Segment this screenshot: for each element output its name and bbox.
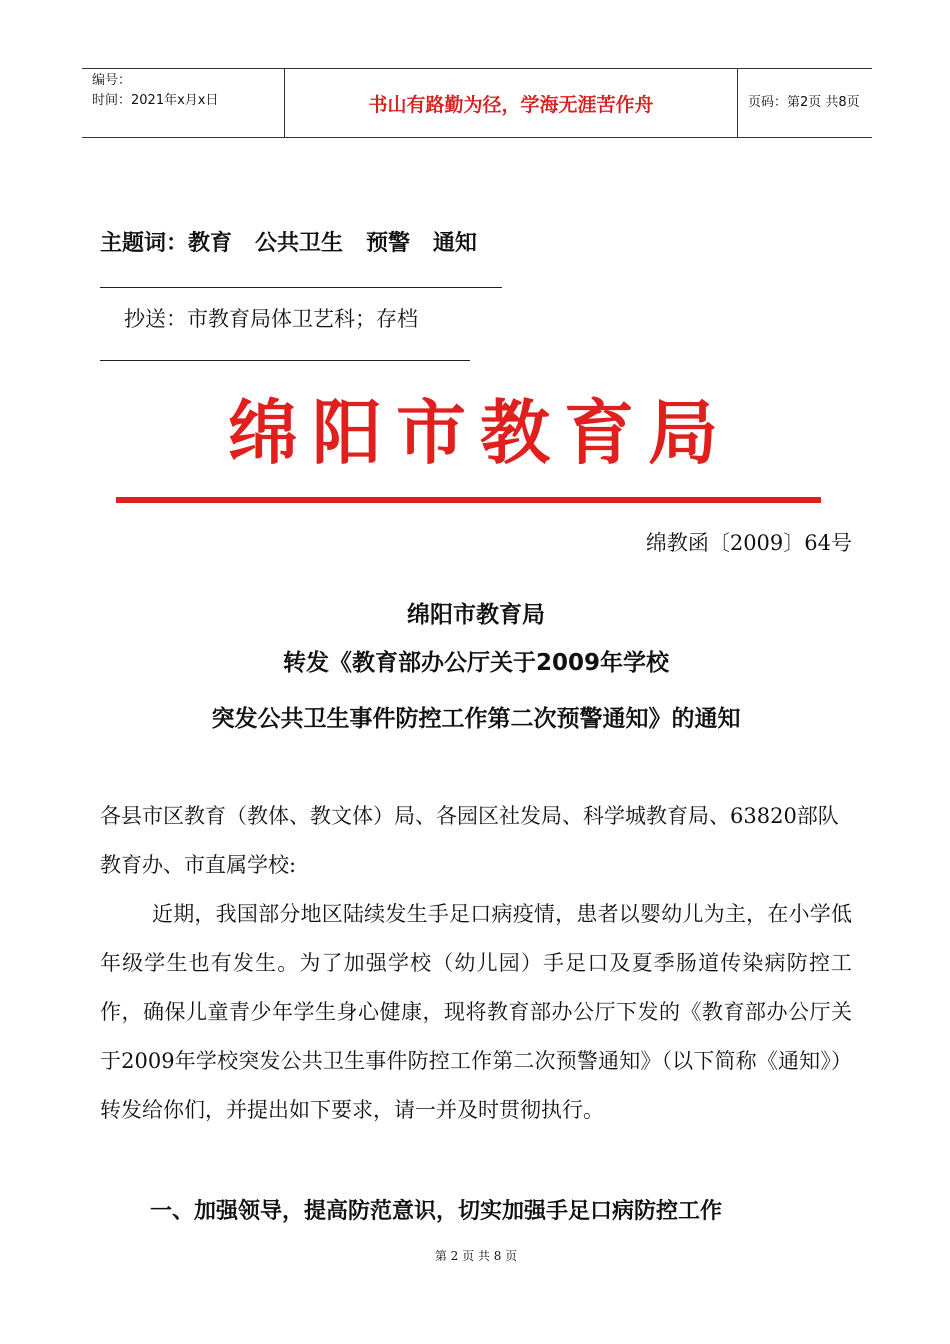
page-footer: 第 2 页 共 8 页	[434, 1249, 518, 1263]
title-line-3: 突发公共卫生事件防控工作第二次预警通知》的通知	[211, 706, 741, 732]
cc-line: 抄送：市教育局体卫艺科；存档	[124, 307, 418, 331]
title-line-1: 绵阳市教育局	[407, 602, 545, 628]
header-table	[82, 68, 872, 138]
header-page-indicator: 页码：第2页 共8页	[748, 95, 860, 110]
cc-divider	[100, 360, 470, 361]
section-heading-1: 一、加强领导，提高防范意识，切实加强手足口病防控工作	[150, 1199, 723, 1224]
letterhead-red-rule	[116, 497, 821, 503]
title-line-2: 转发《教育部办公厅关于2009年学校	[282, 650, 669, 676]
document-number: 绵教函〔2009〕64号	[645, 531, 852, 555]
subject-keywords: 主题词：教育 公共卫生 预警 通知	[100, 231, 477, 256]
agency-letterhead: 绵阳市教育局	[228, 392, 732, 474]
header-right-cell	[736, 69, 872, 137]
body-paragraph: 近期，我国部分地区陆续发生手足口病疫情，患者以婴幼儿为主，在小学低年级学生也有发生。为了加强学校（幼儿园）手足口及夏季肠道传染病防控工作，确保儿童青少年学生身心健康，现将教育部办公厅下发的《教育部办公厅关于2009年学校突发公共卫生事件防控工作第二次预警通知》（以下简称《通知》）转发给你们，并提出如下要求，请一并及时贯彻执行。	[100, 902, 852, 1122]
header-middle-cell	[284, 69, 738, 137]
header-left-cell	[82, 69, 284, 137]
header-motto: 书山有路勤为径，学海无涯苦作舟	[368, 94, 654, 116]
document-time-label: 时间：2021年x月x日	[92, 93, 219, 108]
subject-divider	[100, 287, 502, 288]
document-number-label: 编号：	[92, 73, 132, 88]
addressee-paragraph: 各县市区教育（教体、教文体）局、各园区社发局、科学城教育局、63820部队教育办、市直属学校:	[100, 804, 839, 877]
